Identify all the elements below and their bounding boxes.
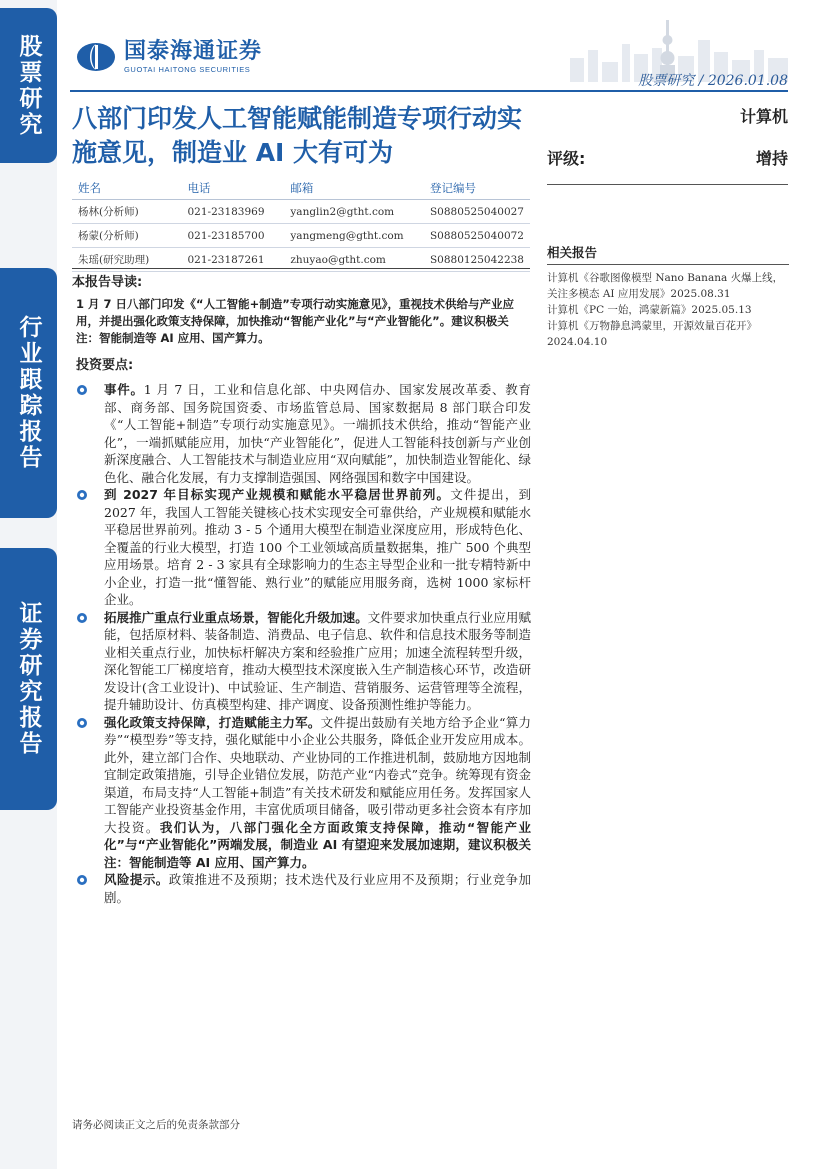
bullet-icon	[76, 384, 88, 396]
related-reports	[547, 243, 789, 350]
point-text: 1 月 7 日，工业和信息化部、中央网信办、国家发展改革委、教育部、商务部、国务院国资委、市场监管总局、国家数据局 8 部门联合印发《“人工智能+制造”专项行动实施意见》。一端抓技术供给，推动“智能产业化”，一端抓赋能应用，加快“产业智能化”，促进人工智能科技创新与产业创新深度融合、人工智能技术与制造业应用“双向赋能”，加快制造业智能化、绿色化、融合化发展，有力支撑制造强国、网络强国和数字中国建设。	[104, 382, 531, 485]
list-item	[76, 381, 531, 486]
sidebar-tab-label: 行业跟踪报告	[15, 315, 42, 471]
analyst-email: yangmeng@gtht.com	[284, 224, 424, 248]
brand-name-cn: 国泰海通证券	[124, 39, 263, 64]
brand-logo-icon	[76, 42, 116, 72]
analyst-phone: 021-23187261	[182, 248, 285, 272]
report-date: 2026.01.08	[707, 73, 788, 89]
sidebar-tab-label: 股票研究	[15, 33, 42, 138]
guide-text: 1 月 7 日八部门印发《“人工智能+制造”专项行动实施意见》，重视技术供给与产业应用，并提出强化政策支持保障，加快推动“智能产业化”与“产业智能化”。建议积极关注：智能制造等 AI 应用、国产算力。	[76, 297, 515, 345]
investment-points	[76, 381, 531, 906]
analyst-registration: S0880125042238	[424, 248, 530, 272]
bullet-icon	[76, 612, 88, 624]
point-lead: 事件。	[104, 382, 144, 397]
point-lead: 风险提示。	[104, 872, 169, 887]
rating-label: 评级:	[547, 149, 586, 168]
industry-label: 计算机	[739, 107, 788, 126]
bullet-icon	[76, 717, 88, 729]
column-header: 邮箱	[284, 177, 424, 200]
analyst-table	[72, 177, 530, 272]
analyst-name: 杨林(分析师)	[72, 200, 182, 224]
left-sidebar	[0, 0, 57, 1169]
brand-logo	[76, 40, 262, 74]
point-lead: 拓展推广重点行业重点场景，智能化升级加速。	[104, 609, 368, 625]
column-header: 姓名	[72, 177, 182, 200]
meta-separator: /	[698, 73, 704, 89]
investment-points-heading: 投资要点:	[76, 358, 134, 373]
list-item	[76, 714, 531, 872]
related-report-item[interactable]: 计算机《PC 一始，鸿蒙新篇》2025.05.13	[547, 304, 752, 316]
sidebar-tab-securities-research	[0, 548, 57, 810]
point-conclusion: 我们认为，八部门强化全方面政策支持保障，推动“智能产业化”与“产业智能化”两端发展，制造业 AI 有望迎来发展加速期，建议积极关注：智能制造等 AI 应用、国产算力。	[104, 819, 531, 870]
related-report-item[interactable]: 计算机《谷歌图像模型 Nano Banana 火爆上线，关注多模态 AI 应用发展》2025.08.31	[547, 272, 784, 300]
list-item	[76, 609, 531, 714]
point-text: 政策推进不及预期；技术迭代及行业应用不及预期；行业竞争加剧。	[104, 872, 531, 905]
bullet-icon	[76, 489, 88, 501]
table-row	[72, 224, 530, 248]
analyst-table-header	[72, 177, 530, 200]
report-guide	[72, 268, 530, 347]
point-text: 文件要求加快重点行业应用赋能，包括原材料、装备制造、消费品、电子信息、软件和信息技术服务等制造业相关重点行业，加快标杆解决方案和经验推广应用；加速全流程转型升级，深化智能工厂梯度培育，推动大模型技术深度嵌入生产制造核心环节，改造研发设计(含工业设计)、中试验证、生产制造、营销服务、运营管理等全流程，提升辅助设计、仿真模型构建、排产调度、设备预测性维护等能力。	[104, 609, 531, 712]
header-divider	[70, 90, 788, 92]
analyst-phone: 021-23185700	[182, 224, 285, 248]
column-header: 登记编号	[424, 177, 530, 200]
analyst-registration: S0880525040072	[424, 224, 530, 248]
analyst-email: yanglin2@gtht.com	[284, 200, 424, 224]
bullet-icon	[76, 874, 88, 886]
report-title: 八部门印发人工智能赋能制造专项行动实施意见，制造业 AI 大有可为	[72, 104, 523, 167]
analyst-name: 杨蒙(分析师)	[72, 224, 182, 248]
brand-name-en: GUOTAI HAITONG SECURITIES	[124, 65, 251, 74]
analyst-email: zhuyao@gtht.com	[284, 248, 424, 272]
disclaimer-footer: 请务必阅读正文之后的免责条款部分	[72, 1119, 240, 1131]
report-meta	[638, 70, 788, 90]
list-item	[76, 871, 531, 906]
analyst-name: 朱瑶(研究助理)	[72, 248, 182, 272]
point-lead: 到 2027 年目标实现产业规模和赋能水平稳居世界前列。	[104, 487, 451, 502]
rating-divider	[547, 184, 788, 185]
report-category: 股票研究	[638, 73, 695, 89]
sidebar-tab-stock-research	[0, 8, 57, 163]
point-text: 文件提出，到 2027 年，我国人工智能关键核心技术实现安全可靠供给，产业规模和赋能水平稳居世界前列。推动 3 - 5 个通用大模型在制造业深度应用，形成特色化、全覆盖的行业大模型，打造 100 个工业领域高质量数据集，推广 500 个典型应用场景。培育 2 - 3 家具有全球影响力的生态主导型企业和一批专精特新中小企业，打造一批“懂智能、熟行业”的赋能应用服务商，选树 1000 家标杆企业。	[104, 487, 531, 607]
guide-heading: 本报告导读:	[72, 275, 143, 290]
related-reports-title: 相关报告	[547, 243, 789, 265]
sidebar-tab-label: 证券研究报告	[15, 601, 42, 757]
point-text: 文件提出鼓励有关地方给予企业“算力券”“模型券”等支持，强化赋能中小企业公共服务，降低企业开发应用成本。此外，建立部门合作、央地联动、产业协同的工作推进机制，鼓励地方因地制宜制定政策措施，引导企业错位发展，防范产业“内卷式”竞争。统筹现有资金渠道，布局支持“人工智能+制造”有关技术研发和赋能应用任务。发挥国家人工智能产业投资基金作用，丰富优质项目储备，吸引带动更多社会资本有序加大投资。	[104, 714, 531, 835]
list-item	[76, 486, 531, 609]
analyst-phone: 021-23183969	[182, 200, 285, 224]
analyst-registration: S0880525040027	[424, 200, 530, 224]
column-header: 电话	[182, 177, 285, 200]
sidebar-tab-industry-tracking	[0, 268, 57, 518]
table-row	[72, 200, 530, 224]
related-report-item[interactable]: 计算机《万物静息鸿蒙里，开源效量百花开》2024.04.10	[547, 320, 757, 348]
point-lead: 强化政策支持保障，打造赋能主力军。	[104, 714, 321, 730]
rating-value: 增持	[755, 149, 788, 168]
